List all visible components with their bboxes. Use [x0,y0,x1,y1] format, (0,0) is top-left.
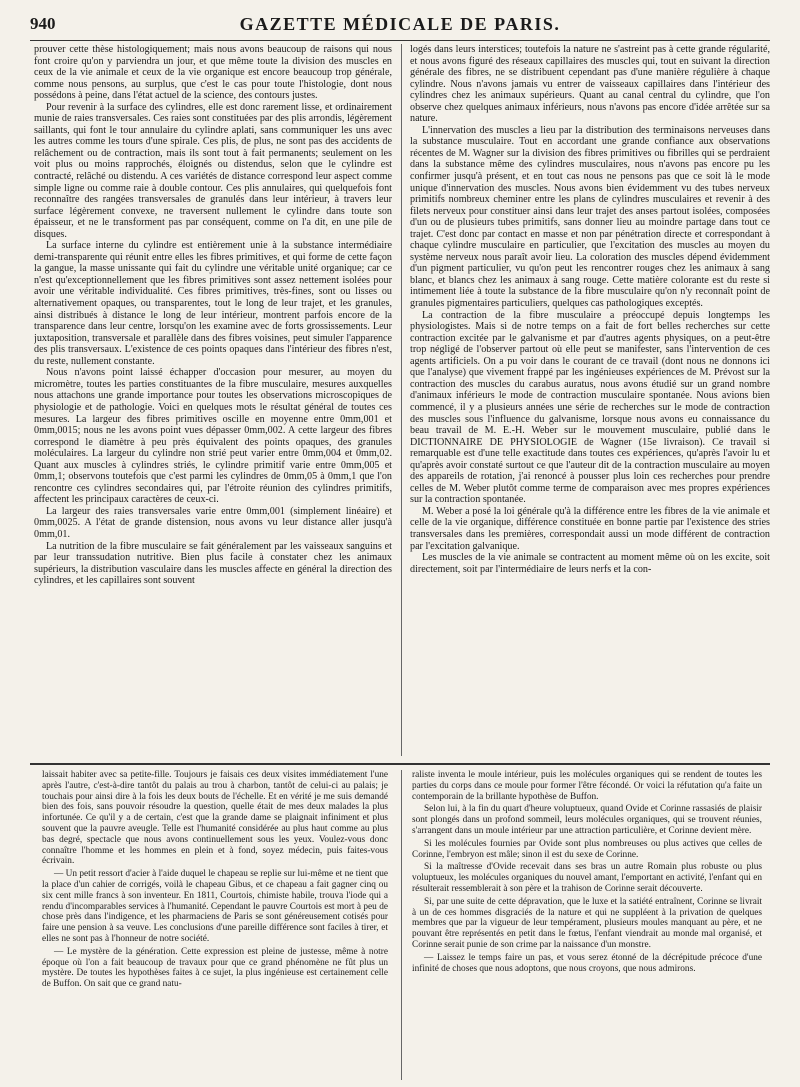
paragraph: La nutrition de la fibre musculaire se fait généralement par les vaisseaux sanguins et par leur transsudation nutritive. Bien plus facile à constater chez les animaux supérieurs, la distribution vasculaire dans les muscles affecte en général la direction des cylindres, et les capillaires sont souvent [34,540,392,587]
paragraph: Si les molécules fournies par Ovide sont plus nombreuses ou plus actives que celles de Corinne, l'embryon est mâle; sinon il est du sexe de Corinne. [412,838,762,860]
paragraph: Pour revenir à la surface des cylindres, elle est donc rarement lisse, et ordinairement munie de raies transversales. Ces raies sont constituées par des plis arrondis, légèrement saillants, qui font le tour annulaire du cylindre aplati, sans communiquer les uns avec les autres comme les tours d'une spirale. Ces plis, de plus, ne sont pas des accidents de relâchement ou de contraction, mais ils sont tout à fait permanents; seulement on les voit plus ou moins rapprochés, éloignés ou distendus, selon que le cylindre est contracté, relâché ou distendu. A ces variétés de distance correspond leur aspect comme simple ligne ou comme raie à double contour. Ces plis annulaires, qui quelquefois font reconnaître des rangées transversales de granulés dans leur intérieur, à travers leur surface légèrement convexe, ne traversent nullement le cylindre dans toute son épaisseur, et ne le transforment pas par conséquent, comme on l'a dit, en une pile de disques. [34,101,392,240]
paragraph: — Le mystère de la génération. Cette expression est pleine de justesse, même à notre époque où l'on a fait beaucoup de travaux pour que ce grand phénomène ne fût plus un mystère. De toutes les hypothèses faites à ce sujet, la plus ingénieuse est certainement celle de Buffon. On sait que ce grand natu- [42,946,388,990]
paragraph: M. Weber a posé la loi générale qu'à la différence entre les fibres de la vie animale et celle de la vie organique, différence constituée en bonne partie par l'existence des stries transversales dans les premières, correspondait aussi un mode différent de contraction par l'excitation galvanique. [410,505,770,552]
paragraph: Si la maîtresse d'Ovide recevait dans ses bras un autre Romain plus robuste ou plus voluptueux, les molécules organiques du nouvel amant, l'emportant en activité, l'enfant qui en résulterait ressemblerait à son père et la trahison de Corinne serait découverte. [412,862,762,894]
column-divider [401,770,402,1080]
paragraph: Si, par une suite de cette dépravation, que le luxe et la satiété entraînent, Corinne se livrait à un de ces hommes disgraciés de la nature et qui ne suppléent à la privation de quelques membres que par la vigueur de leur tempérament, plusieurs moules manquant au père, et ne pouvant être représentés en petit dans le fœtus, l'enfant viendrait au monde mal organisé, et Corinne serait punie de son crime par la naissance d'un monstre. [412,896,762,950]
paragraph: prouver cette thèse histologiquement; mais nous avons beaucoup de raisons qui nous font croire qu'on y parviendra un jour, et que même toute la division des muscles en ceux de la vie animale et ceux de la vie organique est encore beaucoup trop générale, comme nous pensons, au surplus, que c'est le cas pour toute l'histologie, dont nous possédons à peine, dans l'état actuel de la science, des contours justes. [34,44,392,102]
journal-title: GAZETTE MÉDICALE DE PARIS. [239,14,561,34]
paragraph: La largeur des raies transversales varie entre 0mm,001 (simplement linéaire) et 0mm,0025. A l'état de grande distension, nous avons vu leur distance aller jusqu'à 0mm,01. [34,505,392,540]
page-number: 940 [30,14,56,33]
paragraph: Nous n'avons point laissé échapper d'occasion pour mesurer, au moyen du micromètre, toutes les parties constituantes de la fibre musculaire, mesures auxquelles nous attachons une grande importance pour toutes les observations microscopiques de physiologie et de pathologie. Voici en quelques mots le résultat général de toutes ces mesures. La largeur des fibres primitives oscille en moyenne entre 0mm,001 et 0mm,0015; nous ne les avons point vues dépasser 0mm,002. A cette largeur des fibres correspond le diamètre à peu près équivalent des points opaques, des granules moléculaires. La largeur du cylindre non strié peut varier entre 0mm,004 et 0mm,02. Quant aux muscles à cylindres striés, le cylindre primitif varie entre 0mm,005 et 0mm,1; observons toutefois que c'est parmi les cylindres de 0mm,05 à 0mm,1 que l'on rencontre ces cylindres secondaires qui, par l'étroite réunion des cylindres primitifs, affectent les principaux caractères de ceux-ci. [34,367,392,506]
section-divider [30,763,770,765]
feuilleton-column-right [412,770,762,1082]
article-column-left [34,44,392,760]
article-column-right [410,44,770,760]
paragraph: raliste inventa le moule intérieur, puis les molécules organiques qui se rendent de toutes les parties du corps dans ce moule pour former l'être fécondé. Or voici la réfutation qu'a faite un contemporain de la brillante hypothèse de Buffon. [412,770,762,802]
paragraph: laissait habiter avec sa petite-fille. Toujours je faisais ces deux visites immédiatement l'une après l'autre, c'est-à-dire tantôt du palais au trou à charbon, tantôt de celui-ci au palais; je touchais pour ainsi dire à la fois les deux bouts de l'échelle. Et en vérité je me suis demandé bien des fois, sans pouvoir résoudre la question, quelle était de mes deux malades la plus infortunée. Ce qu'il y a de certain, c'est que la grande dame se plaignait infiniment et plus souvent que la pauvre aveugle. Telle est l'humanité considérée au plus haut comme au plus bas degré, spectacle que nous avons continuellement sous les yeux. Voulez-vous donc connaître l'homme et les hommes en plein et à fond, soyez médecin, puis faites-vous écrivain. [42,770,388,867]
paragraph: Les muscles de la vie animale se contractent au moment même où on les excite, soit directement, soit par l'intermédiaire de leurs nerfs et la con- [410,552,770,575]
paragraph: — Laissez le temps faire un pas, et vous serez étonné de la décrépitude précoce d'une infinité de choses que nous adoptons, que nous croyons, que nous admirons. [412,952,762,974]
paragraph: L'innervation des muscles a lieu par la distribution des terminaisons nerveuses dans la substance musculaire. Tout en accordant une grande confiance aux observations récentes de M. Wagner sur la division des fibres primitives ou fibrilles qui se perdraient dans la substance même des cylindres musculaires, nous n'avons pas encore pu les confirmer jusqu'à présent, et en tout cas nous ne pensons pas que ce soit là le mode unique d'innervation des muscles. Nous avons bien évidemment vu des tubes nerveux primitifs nombreux cheminer entre les plans de cylindres musculaires et revenir à des filets nerveux pour constituer ainsi dans leur trajet des anses partout isolées, composées d'un ou de plusieurs tubes primitifs, sans donner lieu au moindre partage dans tout ce trajet. C'est donc par contact en masse et non par pénétration directe et correspondant à chaque cylindre musculaire en particulier, que l'excitation des muscles au moyen du système nerveux nous paraît avoir lieu. La coloration des muscles dépend évidemment d'un pigment particulier, vu qu'on peut les rencontrer rouges chez les animaux à sang blanc, et blancs chez les animaux à sang rouge. Cette matière colorante est du reste si intimement liée à toute la substance de la fibre musculaire qu'on n'y reconnaît point de granules pigmentaires particuliers, quelques cas pathologiques exceptés. [410,124,770,310]
feuilleton-column-left [42,770,388,1082]
paragraph: — Un petit ressort d'acier à l'aide duquel le chapeau se replie sur lui-même et ne tient que la place d'un cahier de corrigés, voilà le chapeau Gibus, et ce chapeau a fait gagner cinq ou six cent mille francs à son inventeur. En 1811, Courtois, chimiste habile, trouva l'iode qui a rendu d'incomparables services à l'humanité. Cependant le pauvre Courtois est mort à peu de chose près dans l'indigence, et les pharmaciens de Paris se sont généreusement cotisés pour faire une pension à sa veuve. Les conclusions d'une pareille différence sont faciles à tirer, et elles ne sont pas à l'honneur de notre société. [42,869,388,944]
column-divider [401,44,402,756]
paragraph: La contraction de la fibre musculaire a préoccupé depuis longtemps les physiologistes. Mais si de notre temps on a fait de fort belles recherches sur cette contraction excitée par le galvanisme et par d'autres agents physiques, on a peut-être trop négligé de l'observer partout où elle peut se manifester, sans l'intervention de ces agents artificiels. On a pu voir dans le courant de ce travail (dont nous ne donnons ici que l'analyse) que vivement frappé par les ingénieuses expériences de M. Prévost sur la contraction des muscles du carabus auratus, nous avons étudié sur un grand nombre d'animaux inférieurs le mode de contraction musculaire spontanée. Nous avions bien commencé, il y a plusieurs années une série de recherches sur le mode de contraction des muscles sous l'influence du galvanisme, lorsque nous avons eu connaissance du beau travail de M. E.-H. Weber sur le mouvement musculaire, publié dans le DICTIONNAIRE DE PHYSIOLOGIE de Wagner (15e livraison). Ce travail si remarquable est d'une telle exactitude dans toutes ces expériences, qu'après l'avoir lu et qu'après avoir constaté surtout ce que l'auteur dit de la contraction musculaire au moyen des appareils de rotation, j'ai renoncé à pousser plus loin ces recherches pour prendre celles de M. Weber plutôt comme terme de comparaison avec mes propres expériences sur la contraction spontanée. [410,309,770,506]
paragraph: Selon lui, à la fin du quart d'heure voluptueux, quand Ovide et Corinne rassasiés de plaisir sont plongés dans un profond sommeil, leurs molécules organiques, qui se trouvent réunies, s'arrangent dans un moule intérieur par une attraction particulière, et Corinne devient mère. [412,804,762,836]
paragraph: logés dans leurs interstices; toutefois la nature ne s'astreint pas à cette grande régularité, et nous avons figuré des réseaux capillaires des muscles qui, tout en suivant la direction générale des fibres, ne se distribuent cependant pas d'une manière régulière à chaque cylindre. Nous n'avons jamais vu entrer de vaisseaux capillaires dans l'intérieur des cylindres chez les animaux supérieurs. Quant au canal central du cylindre, que l'on observe chez quelques animaux inférieurs, nous n'avons pas encore d'idée arrêtée sur sa nature. [410,44,770,125]
paragraph: La surface interne du cylindre est entièrement unie à la substance intermédiaire demi-transparente qui réunit entre elles les fibres primitives, et qui forme de cette façon la gangue, la masse unissante qui fait du cylindre une véritable unité organique; car ce n'est qu'exceptionnellement que les fibres primitives sont assez nettement isolées pour avoir une véritable individualité. Ces fibres primitives, très-fines, sont ou lisses ou alternativement opaques, ou transparentes, tout le long de leur trajet, et les granules, ainsi distribués à distance le long de leur intérieur, montrent parfois encore de la transparence dans leur centre, lorsqu'on les examine avec de forts grossissements. Leur juxtaposition, transversale et parallèle dans des fibres voisines, peut simuler l'apparence des plis transversaux. L'existence de ces points opaques dans l'intérieur des fibres n'est, du reste, nullement constante. [34,240,392,367]
page-header [30,14,770,41]
